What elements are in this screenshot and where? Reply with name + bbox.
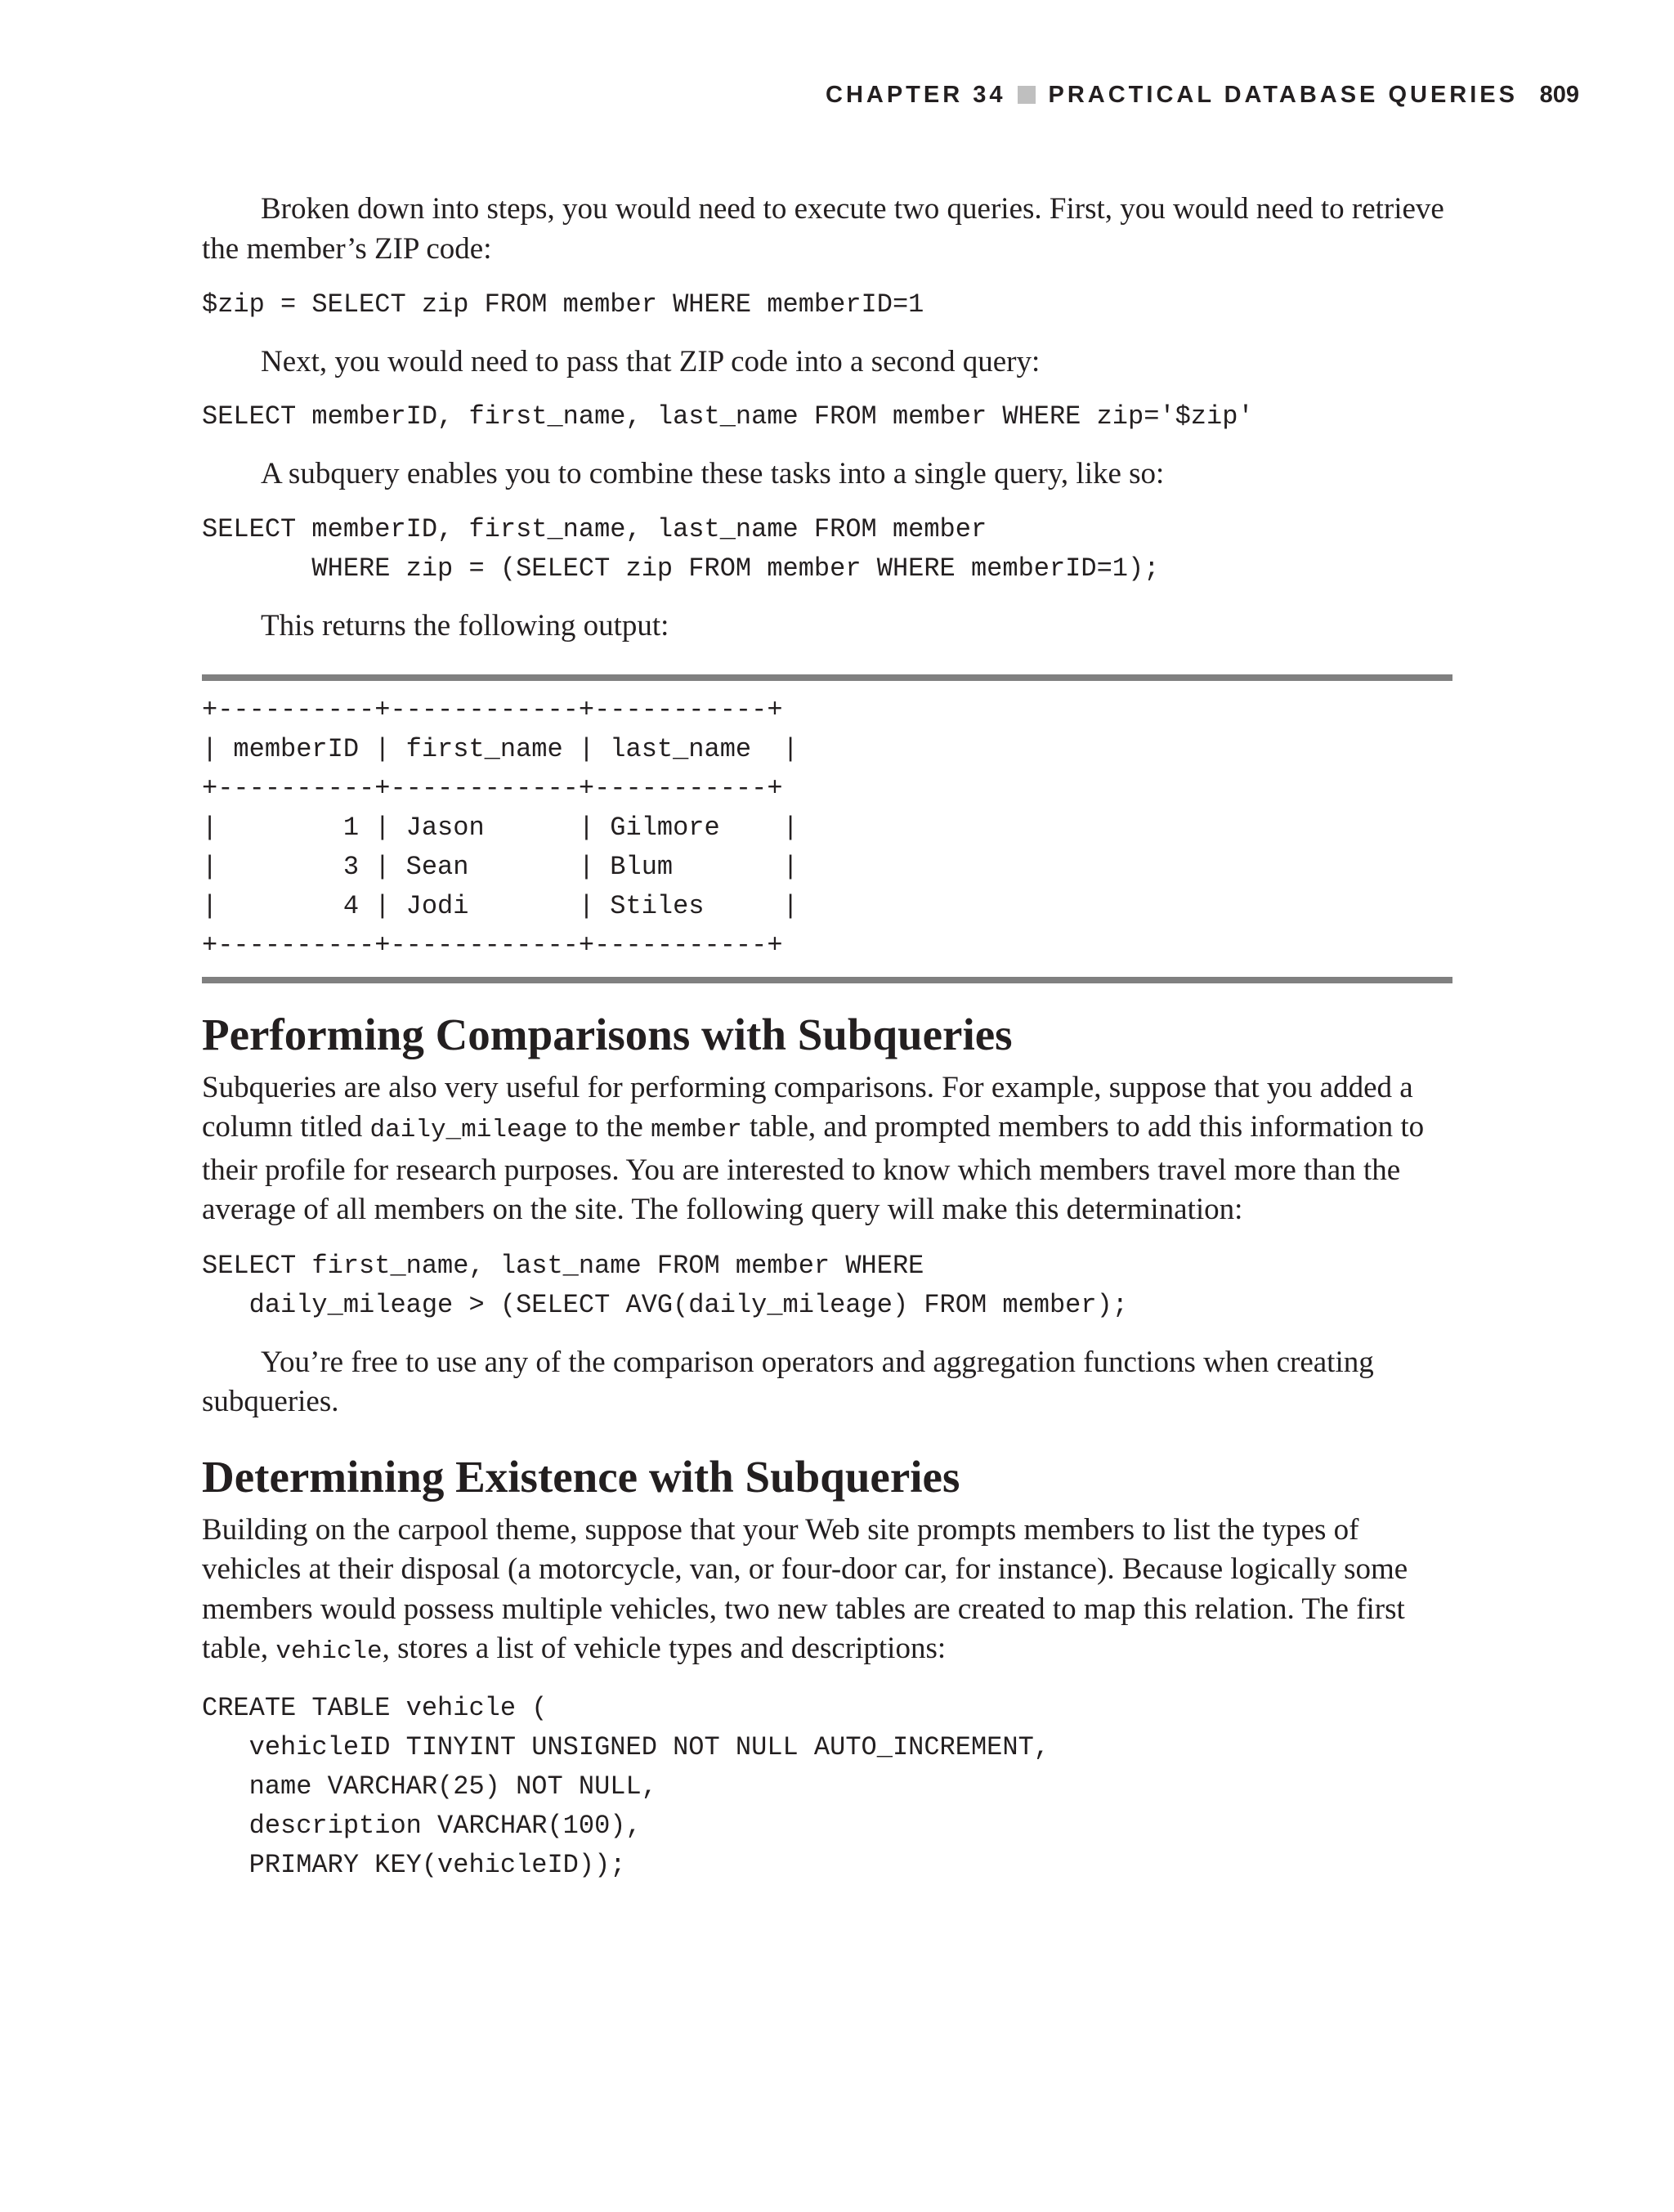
paragraph-4: This returns the following output: [261,609,669,643]
text-run: to the [567,1110,651,1144]
code-member-query: SELECT memberID, first_name, last_name FROM member WHERE zip='$zip' [202,401,1254,432]
separator-square-icon [1018,86,1036,104]
paragraph-1: Broken down into steps, you would need to execute two queries. First, you would need to retrieve the member’s ZIP code: [202,192,1444,266]
paragraph-comparison-operators: You’re free to use any of the comparison operators and aggregation functions when creating subqueries. [202,1345,1374,1418]
text-run: Subqueries are also very useful for performing comparisons. For example, suppose that you added a column titled [202,1070,1413,1144]
paragraph-2: Next, you would need to pass that ZIP code into a second query: [261,345,1041,378]
chapter-label: CHAPTER 34 [826,82,1006,108]
query-output-table: +----------+------------+-----------+ | memberID | first_name | last_name | +----------+------------+-----------+ | 1 | Jason | Gilmore | | 3 | Sean | Blum | | 4 | Jodi | Stiles | +----------+------------+-----------+ [202,694,799,960]
running-head [826,82,1518,109]
inline-code-member: member [651,1116,742,1144]
paragraph-comparisons [202,1068,1461,1230]
text-run: table, and prompted members to add this information to their profile for research purposes. You are interested to know which members travel more than the average of all members on the site. The following query will make this determination: [202,1110,1425,1226]
output-top-rule [202,674,1452,681]
code-zip-query: $zip = SELECT zip FROM member WHERE memberID=1 [202,289,924,320]
page-number: 809 [1539,82,1579,108]
section-heading-comparisons: Performing Comparisons with Subqueries [202,1009,1013,1059]
paragraph-3: A subquery enables you to combine these tasks into a single query, like so: [261,456,1165,490]
code-create-table-vehicle: CREATE TABLE vehicle ( vehicleID TINYINT UNSIGNED NOT NULL AUTO_INCREMENT, name VARCHAR(25) NOT NULL, description VARCHAR(100), PRIMARY KEY(vehicleID)); [202,1692,1050,1880]
output-bottom-rule [202,977,1452,983]
text-run: , stores a list of vehicle types and descriptions: [382,1632,947,1665]
inline-code-daily-mileage: daily_mileage [369,1116,568,1144]
inline-code-vehicle: vehicle [275,1637,383,1666]
chapter-title: PRACTICAL DATABASE QUERIES [1048,82,1518,108]
text-run: Building on the carpool theme, suppose that your Web site prompts members to list the types of vehicles at their disposal (a motorcycle, van, or four-door car, for instance). Because logically some members would possess multiple vehicles, two new tables are created to map this relation. The first table, [202,1512,1408,1665]
page-body [202,190,1461,1885]
code-avg-subquery: SELECT first_name, last_name FROM member WHERE daily_mileage > (SELECT AVG(daily_mileage) FROM member); [202,1250,1128,1320]
paragraph-existence [202,1511,1461,1672]
section-heading-existence: Determining Existence with Subqueries [202,1451,960,1502]
code-subquery: SELECT memberID, first_name, last_name FROM member WHERE zip = (SELECT zip FROM member WHERE memberID=1); [202,514,1160,584]
